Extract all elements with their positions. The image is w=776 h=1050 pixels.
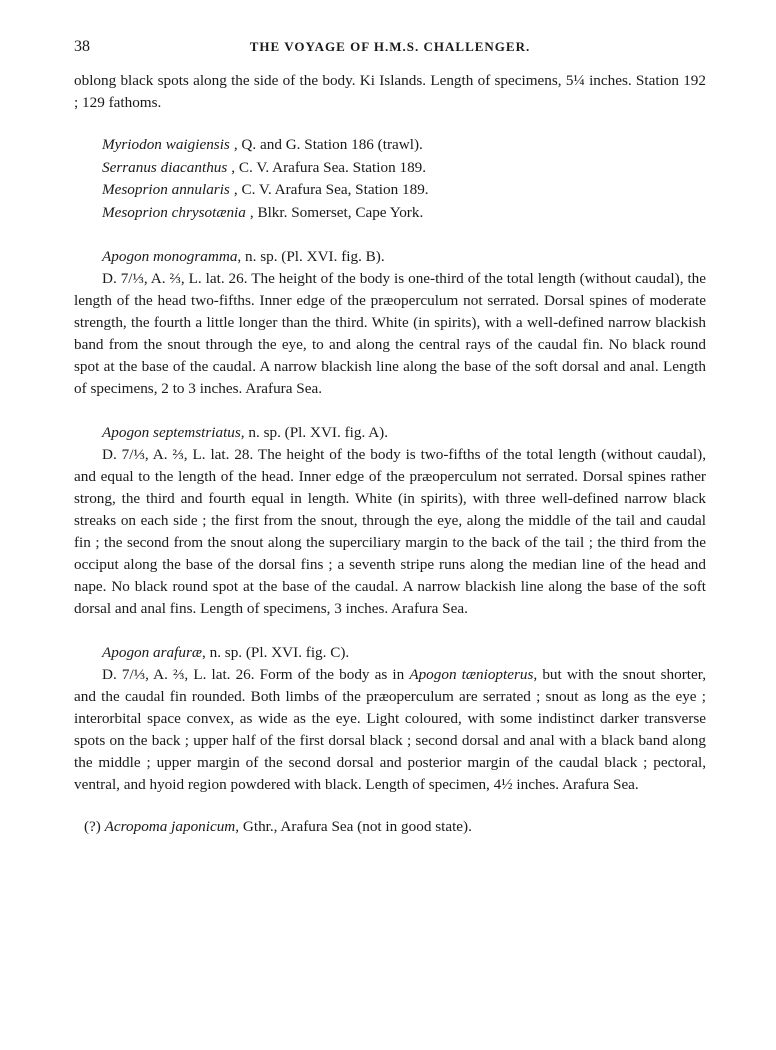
species-name: Apogon arafuræ	[102, 644, 202, 661]
species-heading	[74, 422, 706, 444]
description-part: , but with the snout shorter, and the caudal fin rounded. Both limbs of the præoperculum are serrated ; snout as long as the eye ; interorbital space convex, as wide as the eye. Light coloured, with some indistinct darker transverse spots on the back ; upper half of the first dorsal black ; second dorsal and anal with a black band along the middle ; upper margin of the second dorsal and posterior margin of the caudal black ; pectoral, ventral, and hyoid region powdered with black. Length of specimen, 4½ inches. Arafura Sea.	[74, 666, 706, 793]
species-heading	[74, 642, 706, 664]
list-item	[102, 157, 706, 180]
page	[74, 38, 706, 838]
final-entry	[74, 816, 706, 838]
species-detail: , Q. and G. Station 186 (trawl).	[233, 136, 423, 153]
species-detail: , C. V. Arafura Sea, Station 189.	[233, 181, 429, 198]
list-item	[102, 179, 706, 202]
uncertain-marker: (?)	[84, 818, 105, 835]
species-heading-detail: , n. sp. (Pl. XVI. fig. C).	[202, 644, 350, 661]
species-name: Mesoprion annularis	[102, 181, 230, 198]
species-heading	[74, 246, 706, 268]
running-title: THE VOYAGE OF H.M.S. CHALLENGER.	[249, 39, 531, 54]
species-detail: , Gthr., Arafura Sea (not in good state).	[235, 818, 472, 835]
list-item	[102, 134, 706, 157]
species-name: Serranus diacanthus	[102, 158, 228, 176]
species-detail: , Blkr. Somerset, Cape York.	[249, 203, 424, 221]
continuation-paragraph: oblong black spots along the side of the body. Ki Islands. Length of specimens, 5¼ inches. Station 192 ; 129 fathoms.	[74, 72, 706, 111]
page-header	[74, 38, 706, 62]
species-detail: , C. V. Arafura Sea. Station 189.	[231, 158, 427, 176]
list-item	[102, 202, 706, 225]
page-number: 38	[74, 38, 90, 55]
species-name: Apogon septemstriatus	[102, 424, 241, 441]
species-description	[74, 664, 706, 796]
species-heading-detail: , n. sp. (Pl. XVI. fig. B).	[237, 248, 385, 265]
species-name: Apogon monogramma	[102, 248, 238, 265]
species-section-arafurae	[74, 642, 706, 796]
species-name: Mesoprion chrysotænia	[102, 203, 246, 221]
description-part: D. 7/⅓, A. ⅔, L. lat. 26. Form of the body as in	[102, 666, 410, 683]
species-name: Acropoma japonicum	[104, 818, 236, 835]
species-description: D. 7/⅓, A. ⅔, L. lat. 26. The height of the body is one-third of the total length (without caudal), the length of the head two-fifths. Inner edge of the præoperculum not serrated. Dorsal spines of moderate strength, the fourth a little longer than the third. White (in spirits), with a well-defined narrow blackish band from the snout through the eye, to and along the central rays of the caudal fin. No black round spot at the base of the caudal. A narrow blackish line along the base of the soft dorsal and anal. Length of specimens, 2 to 3 inches. Arafura Sea.	[74, 270, 706, 397]
species-list	[74, 134, 706, 224]
species-description: D. 7/⅓, A. ⅔, L. lat. 28. The height of the body is two-fifths of the total length (without caudal), and equal to the length of the head. Inner edge of the præoperculum not serrated. Dorsal spines rather strong, the third and fourth equal in length. White (in spirits), with three well-defined narrow black streaks on each side ; the first from the snout, through the eye, along the middle of the tail and caudal fin ; the second from the snout along the superciliary margin to the back of the tail ; the third from the occiput along the base of the dorsal fins ; a seventh stripe runs along the median line of the head and nape. No black round spot at the base of the caudal. A narrow blackish line along the base of the soft dorsal and anal fins. Length of specimens, 3 inches. Arafura Sea.	[74, 446, 706, 617]
species-section-monogramma	[74, 246, 706, 400]
species-name: Myriodon waigiensis	[102, 136, 230, 153]
species-section-septemstriatus	[74, 422, 706, 620]
cited-species: Apogon tæniopterus	[409, 666, 534, 683]
species-heading-detail: , n. sp. (Pl. XVI. fig. A).	[240, 424, 389, 441]
